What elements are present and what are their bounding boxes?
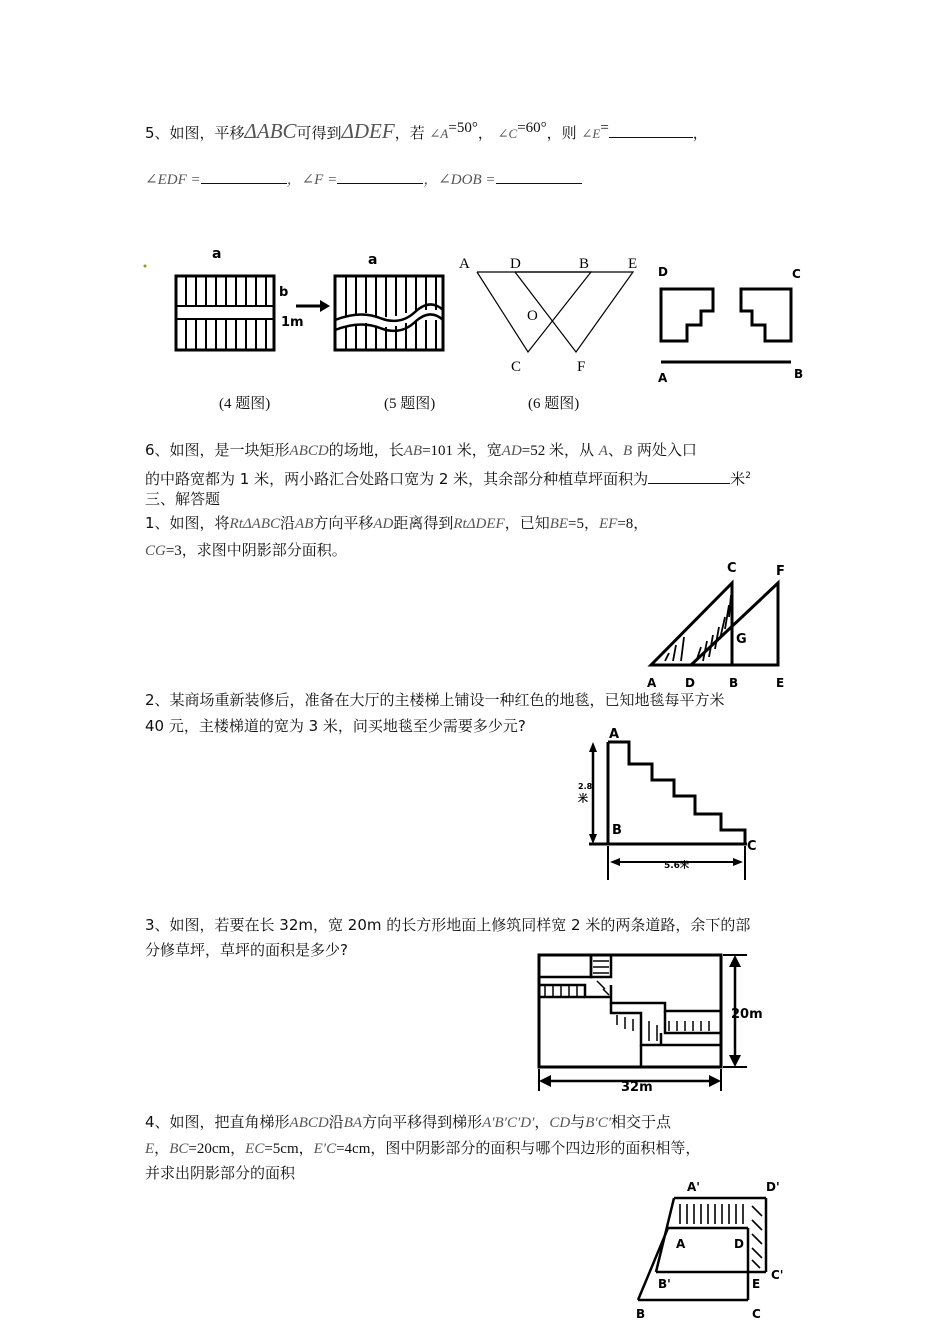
svg-text:A: A (658, 371, 668, 385)
svg-text:B': B' (658, 1277, 671, 1291)
fig4-label-a-left: a (212, 246, 222, 262)
figure-4 (140, 240, 450, 360)
svg-text:C: C (511, 359, 522, 375)
p2-line1: 2、某商场重新装修后，准备在大厅的主楼梯上铺设一种红色的地毯，已知地毯每平方米 (145, 691, 725, 709)
svg-text:A: A (676, 1237, 686, 1251)
svg-text:O: O (527, 308, 538, 324)
q5-line1: 5、如图，平移ΔABC可得到ΔDEF，若 ∠A=50°， ∠C=60°，则 ∠E= ， (145, 119, 708, 143)
svg-text:B: B (636, 1307, 646, 1321)
svg-text:C: C (752, 1307, 761, 1321)
p2-line2: 40 元，主楼梯道的宽为 3 米，问买地毯至少需要多少元? (145, 717, 526, 735)
answer-blank-angle-edf[interactable] (201, 169, 287, 184)
caption-fig4: (4 题图) (219, 396, 271, 412)
svg-text:32m: 32m (621, 1080, 653, 1095)
triangle-abc: ΔABC (244, 119, 297, 143)
svg-text:E: E (776, 676, 785, 690)
answer-blank-angle-e[interactable] (609, 123, 693, 138)
svg-text:D: D (658, 265, 668, 279)
svg-text:D: D (734, 1237, 744, 1251)
svg-text:D: D (685, 676, 695, 690)
q6-line2: 的中路宽都为 1 米，两小路汇合处路口宽为 2 米，其余部分种植草坪面积为 米$^2$ (145, 470, 751, 488)
svg-text:A: A (459, 256, 470, 272)
fig4-label-b: b (279, 285, 289, 300)
svg-text:C': C' (771, 1268, 784, 1282)
answer-blank-angle-f[interactable] (337, 169, 423, 184)
caption-fig5: (5 题图) (384, 396, 436, 412)
svg-text:C: C (727, 561, 737, 576)
svg-text:20m: 20m (731, 1007, 763, 1022)
triangle-def: ΔDEF (341, 119, 395, 143)
figure-p3-field (525, 945, 780, 1095)
figure-6 (655, 258, 810, 388)
svg-text:B: B (729, 676, 739, 690)
svg-text:5.6米: 5.6米 (664, 861, 689, 871)
svg-text:D': D' (766, 1180, 780, 1194)
figure-p2-stairs (575, 722, 770, 882)
p4-line1: 4、如图，把直角梯形ABCD沿BA方向平移得到梯形A′B′C′D′，CD与B′C′相交于点 (145, 1113, 671, 1131)
p3-line1: 3、如图，若要在长 32m，宽 20m 的长方形地面上修筑同样宽 2 米的两条道路，余下的部 (145, 916, 751, 934)
figure-p4-trapezoid (630, 1176, 800, 1336)
svg-text:B: B (579, 256, 590, 272)
figure-p1-triangles (645, 557, 795, 690)
svg-text:G: G (736, 632, 747, 647)
svg-text:A: A (647, 676, 657, 690)
svg-text:2.8: 2.8 (578, 782, 593, 791)
p1-line2: CG=3，求图中阴影部分面积。 (145, 543, 347, 559)
svg-text:F: F (577, 359, 586, 375)
p4-line2: E，BC=20cm，EC=5cm，E′C=4cm，图中阴影部分的面积与哪个四边形的面积相等， (145, 1139, 701, 1157)
answer-blank-angle-dob[interactable] (496, 169, 582, 184)
svg-text:E: E (752, 1277, 761, 1291)
q6-line1: 6、如图，是一块矩形ABCD的场地，长AB=101 米，宽AD=52 米，从 A、B 两处入口 (145, 441, 697, 459)
q5-line2: ∠EDF = ，∠F = ，∠DOB = (145, 169, 582, 190)
section-title: 三、解答题 (145, 490, 221, 508)
svg-text:B: B (612, 823, 622, 838)
p4-line3: 并求出阴影部分的面积 (145, 1164, 296, 1182)
svg-text:F: F (776, 564, 785, 579)
svg-text:C: C (747, 839, 757, 854)
svg-text:米: 米 (578, 794, 588, 805)
fig4-label-a-right: a (368, 252, 378, 268)
svg-text:A: A (609, 727, 620, 742)
fig4-label-width: 1m (281, 315, 304, 330)
svg-text:D: D (510, 256, 521, 272)
figure-5 (455, 250, 645, 380)
svg-text:A': A' (687, 1180, 700, 1194)
p1-line1: 1、如图，将RtΔABC沿AB方向平移AD距离得到RtΔDEF，已知BE=5，EF=8， (145, 514, 649, 532)
answer-blank-grass-area[interactable] (648, 469, 730, 484)
svg-text:C: C (792, 267, 801, 281)
p3-line2: 分修草坪，草坪的面积是多少? (145, 941, 348, 959)
svg-text:E: E (628, 256, 638, 272)
caption-fig6: (6 题图) (528, 396, 580, 412)
svg-text:B: B (794, 367, 804, 381)
